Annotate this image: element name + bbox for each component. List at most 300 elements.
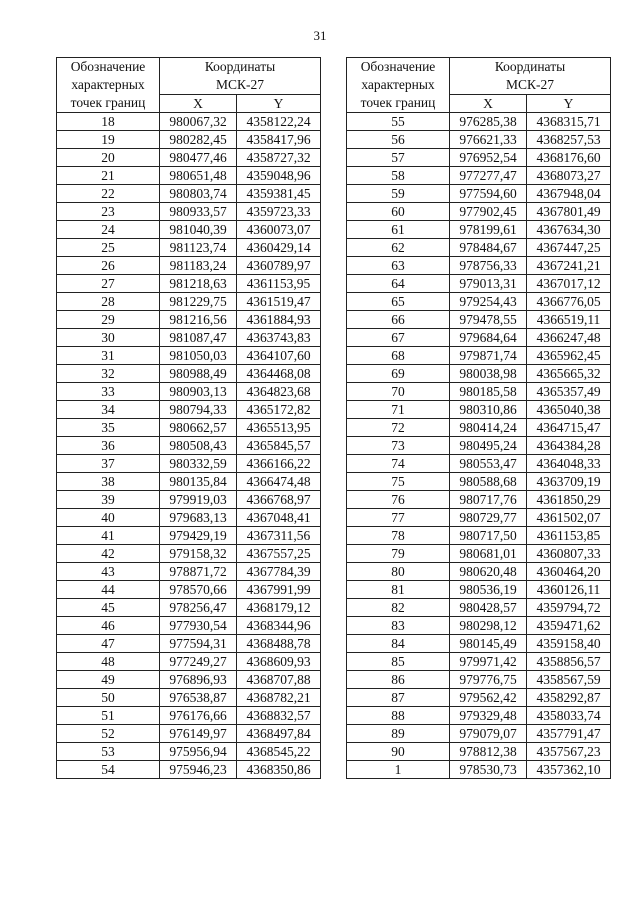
x-coordinate-cell: 981183,24 xyxy=(160,257,237,275)
y-coordinate-cell: 4365962,45 xyxy=(527,347,611,365)
y-coordinate-cell: 4357567,23 xyxy=(527,743,611,761)
point-label-header xyxy=(347,58,450,113)
y-coordinate-cell: 4366768,97 xyxy=(237,491,321,509)
x-coordinate-cell: 975946,23 xyxy=(160,761,237,779)
table-row xyxy=(57,707,321,725)
point-number-cell: 69 xyxy=(347,365,450,383)
point-number-cell: 47 xyxy=(57,635,160,653)
table-row xyxy=(57,167,321,185)
y-coordinate-cell: 4359723,33 xyxy=(237,203,321,221)
y-coordinate-cell: 4358567,59 xyxy=(527,671,611,689)
x-coordinate-cell: 976149,97 xyxy=(160,725,237,743)
x-coordinate-cell: 981229,75 xyxy=(160,293,237,311)
coords-title-line-2: МСК-27 xyxy=(215,77,264,92)
point-number-cell: 35 xyxy=(57,419,160,437)
point-number-cell: 67 xyxy=(347,329,450,347)
y-coordinate-cell: 4358417,96 xyxy=(237,131,321,149)
point-number-cell: 65 xyxy=(347,293,450,311)
y-coordinate-cell: 4368176,60 xyxy=(527,149,611,167)
table-row xyxy=(57,527,321,545)
coords-title-header xyxy=(450,58,611,95)
point-number-cell: 55 xyxy=(347,113,450,131)
table-row xyxy=(57,491,321,509)
y-coordinate-cell: 4366776,05 xyxy=(527,293,611,311)
table-row xyxy=(57,617,321,635)
table-row xyxy=(57,113,321,131)
table-body-left xyxy=(57,113,321,779)
table-row xyxy=(57,149,321,167)
x-coordinate-cell: 980145,49 xyxy=(450,635,527,653)
table-row xyxy=(57,419,321,437)
y-coordinate-cell: 4368782,21 xyxy=(237,689,321,707)
x-coordinate-cell: 980903,13 xyxy=(160,383,237,401)
x-coordinate-cell: 980038,98 xyxy=(450,365,527,383)
x-coordinate-cell: 979158,32 xyxy=(160,545,237,563)
y-coordinate-cell: 4366474,48 xyxy=(237,473,321,491)
table-row xyxy=(57,635,321,653)
y-coordinate-cell: 4368315,71 xyxy=(527,113,611,131)
table-row xyxy=(347,599,611,617)
point-number-cell: 48 xyxy=(57,653,160,671)
point-number-cell: 60 xyxy=(347,203,450,221)
y-coordinate-cell: 4364823,68 xyxy=(237,383,321,401)
point-number-cell: 58 xyxy=(347,167,450,185)
point-number-cell: 32 xyxy=(57,365,160,383)
y-coordinate-cell: 4368707,88 xyxy=(237,671,321,689)
point-number-cell: 81 xyxy=(347,581,450,599)
point-number-cell: 22 xyxy=(57,185,160,203)
x-coordinate-cell: 980495,24 xyxy=(450,437,527,455)
y-header: Y xyxy=(527,95,611,113)
table-row xyxy=(57,293,321,311)
x-coordinate-cell: 977902,45 xyxy=(450,203,527,221)
y-coordinate-cell: 4368832,57 xyxy=(237,707,321,725)
y-coordinate-cell: 4367801,49 xyxy=(527,203,611,221)
table-row xyxy=(57,743,321,761)
point-number-cell: 64 xyxy=(347,275,450,293)
point-number-cell: 51 xyxy=(57,707,160,725)
table-row xyxy=(347,149,611,167)
point-label-line-2: характерных xyxy=(361,77,435,92)
y-coordinate-cell: 4358727,32 xyxy=(237,149,321,167)
point-label-line-1: Обозначение xyxy=(360,59,436,74)
y-coordinate-cell: 4359158,40 xyxy=(527,635,611,653)
table-row xyxy=(57,401,321,419)
point-number-cell: 83 xyxy=(347,617,450,635)
point-number-cell: 27 xyxy=(57,275,160,293)
x-coordinate-cell: 980681,01 xyxy=(450,545,527,563)
table-row xyxy=(347,743,611,761)
y-coordinate-cell: 4368609,93 xyxy=(237,653,321,671)
point-number-cell: 76 xyxy=(347,491,450,509)
point-number-cell: 78 xyxy=(347,527,450,545)
y-coordinate-cell: 4365040,38 xyxy=(527,401,611,419)
y-coordinate-cell: 4360073,07 xyxy=(237,221,321,239)
x-coordinate-cell: 980185,58 xyxy=(450,383,527,401)
x-coordinate-cell: 975956,94 xyxy=(160,743,237,761)
x-coordinate-cell: 980988,49 xyxy=(160,365,237,383)
x-coordinate-cell: 980414,24 xyxy=(450,419,527,437)
table-row xyxy=(347,437,611,455)
x-coordinate-cell: 980428,57 xyxy=(450,599,527,617)
x-coordinate-cell: 976896,93 xyxy=(160,671,237,689)
table-row xyxy=(57,599,321,617)
x-coordinate-cell: 981123,74 xyxy=(160,239,237,257)
point-label-line-3: точек границ xyxy=(360,95,436,110)
table-row xyxy=(347,365,611,383)
y-coordinate-cell: 4359048,96 xyxy=(237,167,321,185)
x-coordinate-cell: 981050,03 xyxy=(160,347,237,365)
point-number-cell: 34 xyxy=(57,401,160,419)
table-row xyxy=(347,707,611,725)
point-number-cell: 82 xyxy=(347,599,450,617)
y-coordinate-cell: 4358122,24 xyxy=(237,113,321,131)
table-row xyxy=(57,509,321,527)
x-coordinate-cell: 980729,77 xyxy=(450,509,527,527)
x-coordinate-cell: 979919,03 xyxy=(160,491,237,509)
coords-title-line-2: МСК-27 xyxy=(505,77,554,92)
table-row xyxy=(347,761,611,779)
point-number-cell: 31 xyxy=(57,347,160,365)
x-coordinate-cell: 979429,19 xyxy=(160,527,237,545)
y-coordinate-cell: 4360789,97 xyxy=(237,257,321,275)
point-number-cell: 74 xyxy=(347,455,450,473)
table-row xyxy=(347,275,611,293)
point-number-cell: 59 xyxy=(347,185,450,203)
table-row xyxy=(57,203,321,221)
point-number-cell: 23 xyxy=(57,203,160,221)
point-number-cell: 44 xyxy=(57,581,160,599)
x-coordinate-cell: 980477,46 xyxy=(160,149,237,167)
y-coordinate-cell: 4367634,30 xyxy=(527,221,611,239)
point-number-cell: 86 xyxy=(347,671,450,689)
x-coordinate-cell: 980310,86 xyxy=(450,401,527,419)
x-coordinate-cell: 981087,47 xyxy=(160,329,237,347)
table-row xyxy=(57,581,321,599)
point-number-cell: 19 xyxy=(57,131,160,149)
y-coordinate-cell: 4365665,32 xyxy=(527,365,611,383)
y-coordinate-cell: 4363743,83 xyxy=(237,329,321,347)
table-row xyxy=(347,131,611,149)
x-coordinate-cell: 977930,54 xyxy=(160,617,237,635)
x-coordinate-cell: 980508,43 xyxy=(160,437,237,455)
point-label-header xyxy=(57,58,160,113)
point-number-cell: 72 xyxy=(347,419,450,437)
y-coordinate-cell: 4365357,49 xyxy=(527,383,611,401)
table-row xyxy=(347,185,611,203)
y-coordinate-cell: 4364107,60 xyxy=(237,347,321,365)
x-coordinate-cell: 980620,48 xyxy=(450,563,527,581)
y-header: Y xyxy=(237,95,321,113)
point-label-line-2: характерных xyxy=(71,77,145,92)
point-number-cell: 37 xyxy=(57,455,160,473)
y-coordinate-cell: 4367017,12 xyxy=(527,275,611,293)
table-row xyxy=(347,311,611,329)
point-number-cell: 25 xyxy=(57,239,160,257)
x-coordinate-cell: 979013,31 xyxy=(450,275,527,293)
y-coordinate-cell: 4358033,74 xyxy=(527,707,611,725)
table-row xyxy=(347,257,611,275)
point-number-cell: 18 xyxy=(57,113,160,131)
point-number-cell: 36 xyxy=(57,437,160,455)
x-coordinate-cell: 980662,57 xyxy=(160,419,237,437)
table-row xyxy=(57,725,321,743)
table-row xyxy=(347,203,611,221)
x-coordinate-cell: 980933,57 xyxy=(160,203,237,221)
point-number-cell: 63 xyxy=(347,257,450,275)
y-coordinate-cell: 4368350,86 xyxy=(237,761,321,779)
point-number-cell: 33 xyxy=(57,383,160,401)
y-coordinate-cell: 4359794,72 xyxy=(527,599,611,617)
point-label-line-1: Обозначение xyxy=(70,59,146,74)
point-number-cell: 85 xyxy=(347,653,450,671)
point-number-cell: 71 xyxy=(347,401,450,419)
x-coordinate-cell: 980803,74 xyxy=(160,185,237,203)
coords-title-line-1: Координаты xyxy=(494,59,566,74)
table-row xyxy=(57,131,321,149)
y-coordinate-cell: 4360126,11 xyxy=(527,581,611,599)
y-coordinate-cell: 4368073,27 xyxy=(527,167,611,185)
point-number-cell: 56 xyxy=(347,131,450,149)
coords-title-header xyxy=(160,58,321,95)
point-number-cell: 39 xyxy=(57,491,160,509)
point-number-cell: 54 xyxy=(57,761,160,779)
table-row xyxy=(57,185,321,203)
table-row xyxy=(347,401,611,419)
y-coordinate-cell: 4367241,21 xyxy=(527,257,611,275)
y-coordinate-cell: 4366166,22 xyxy=(237,455,321,473)
y-coordinate-cell: 4367557,25 xyxy=(237,545,321,563)
table-row xyxy=(347,635,611,653)
point-label-line-3: точек границ xyxy=(70,95,146,110)
x-coordinate-cell: 976176,66 xyxy=(160,707,237,725)
y-coordinate-cell: 4359381,45 xyxy=(237,185,321,203)
x-coordinate-cell: 979254,43 xyxy=(450,293,527,311)
table-row xyxy=(347,563,611,581)
y-coordinate-cell: 4360429,14 xyxy=(237,239,321,257)
table-row xyxy=(347,239,611,257)
x-coordinate-cell: 981216,56 xyxy=(160,311,237,329)
x-coordinate-cell: 978756,33 xyxy=(450,257,527,275)
table-row xyxy=(57,311,321,329)
x-coordinate-cell: 980298,12 xyxy=(450,617,527,635)
point-number-cell: 75 xyxy=(347,473,450,491)
point-number-cell: 43 xyxy=(57,563,160,581)
table-row xyxy=(347,689,611,707)
x-coordinate-cell: 978871,72 xyxy=(160,563,237,581)
x-coordinate-cell: 978530,73 xyxy=(450,761,527,779)
table-row xyxy=(347,293,611,311)
x-coordinate-cell: 980135,84 xyxy=(160,473,237,491)
point-number-cell: 90 xyxy=(347,743,450,761)
table-row xyxy=(57,437,321,455)
x-coordinate-cell: 979079,07 xyxy=(450,725,527,743)
x-coordinate-cell: 978256,47 xyxy=(160,599,237,617)
x-coordinate-cell: 980717,50 xyxy=(450,527,527,545)
y-coordinate-cell: 4365513,95 xyxy=(237,419,321,437)
point-number-cell: 89 xyxy=(347,725,450,743)
x-coordinate-cell: 979478,55 xyxy=(450,311,527,329)
x-coordinate-cell: 977594,31 xyxy=(160,635,237,653)
y-coordinate-cell: 4361502,07 xyxy=(527,509,611,527)
y-coordinate-cell: 4360464,20 xyxy=(527,563,611,581)
point-number-cell: 62 xyxy=(347,239,450,257)
point-number-cell: 45 xyxy=(57,599,160,617)
y-coordinate-cell: 4368488,78 xyxy=(237,635,321,653)
y-coordinate-cell: 4361519,47 xyxy=(237,293,321,311)
x-coordinate-cell: 980651,48 xyxy=(160,167,237,185)
y-coordinate-cell: 4367784,39 xyxy=(237,563,321,581)
point-number-cell: 20 xyxy=(57,149,160,167)
point-number-cell: 49 xyxy=(57,671,160,689)
point-number-cell: 88 xyxy=(347,707,450,725)
table-row xyxy=(57,257,321,275)
x-coordinate-cell: 978199,61 xyxy=(450,221,527,239)
point-number-cell: 84 xyxy=(347,635,450,653)
y-coordinate-cell: 4368179,12 xyxy=(237,599,321,617)
table-row xyxy=(347,329,611,347)
x-coordinate-cell: 980794,33 xyxy=(160,401,237,419)
y-coordinate-cell: 4357791,47 xyxy=(527,725,611,743)
y-coordinate-cell: 4367948,04 xyxy=(527,185,611,203)
point-number-cell: 28 xyxy=(57,293,160,311)
y-coordinate-cell: 4357362,10 xyxy=(527,761,611,779)
y-coordinate-cell: 4361153,85 xyxy=(527,527,611,545)
table-row xyxy=(347,455,611,473)
point-number-cell: 66 xyxy=(347,311,450,329)
table-row xyxy=(57,653,321,671)
y-coordinate-cell: 4368545,22 xyxy=(237,743,321,761)
point-number-cell: 46 xyxy=(57,617,160,635)
y-coordinate-cell: 4361884,93 xyxy=(237,311,321,329)
table-row xyxy=(347,347,611,365)
table-row xyxy=(347,221,611,239)
x-coordinate-cell: 977277,47 xyxy=(450,167,527,185)
table-row xyxy=(57,221,321,239)
table-row xyxy=(57,689,321,707)
table-row xyxy=(57,545,321,563)
table-body-right xyxy=(347,113,611,779)
x-coordinate-cell: 978484,67 xyxy=(450,239,527,257)
table-row xyxy=(57,383,321,401)
table-row xyxy=(57,365,321,383)
page-number: 31 xyxy=(313,28,327,43)
point-number-cell: 29 xyxy=(57,311,160,329)
y-coordinate-cell: 4366247,48 xyxy=(527,329,611,347)
point-number-cell: 41 xyxy=(57,527,160,545)
point-number-cell: 38 xyxy=(57,473,160,491)
point-number-cell: 26 xyxy=(57,257,160,275)
table-row xyxy=(57,671,321,689)
y-coordinate-cell: 4367447,25 xyxy=(527,239,611,257)
y-coordinate-cell: 4368257,53 xyxy=(527,131,611,149)
coords-title-line-1: Координаты xyxy=(204,59,276,74)
x-coordinate-cell: 979684,64 xyxy=(450,329,527,347)
x-coordinate-cell: 979871,74 xyxy=(450,347,527,365)
table-row xyxy=(347,527,611,545)
table-row xyxy=(57,275,321,293)
table-row xyxy=(347,653,611,671)
point-number-cell: 30 xyxy=(57,329,160,347)
x-coordinate-cell: 979329,48 xyxy=(450,707,527,725)
table-row xyxy=(347,473,611,491)
point-number-cell: 52 xyxy=(57,725,160,743)
point-number-cell: 57 xyxy=(347,149,450,167)
coordinates-table-right xyxy=(346,57,611,779)
point-number-cell: 70 xyxy=(347,383,450,401)
y-coordinate-cell: 4364468,08 xyxy=(237,365,321,383)
point-number-cell: 79 xyxy=(347,545,450,563)
y-coordinate-cell: 4367048,41 xyxy=(237,509,321,527)
y-coordinate-cell: 4364384,28 xyxy=(527,437,611,455)
table-row xyxy=(57,455,321,473)
x-coordinate-cell: 977249,27 xyxy=(160,653,237,671)
x-coordinate-cell: 976285,38 xyxy=(450,113,527,131)
point-number-cell: 1 xyxy=(347,761,450,779)
y-coordinate-cell: 4367311,56 xyxy=(237,527,321,545)
y-coordinate-cell: 4361850,29 xyxy=(527,491,611,509)
y-coordinate-cell: 4368497,84 xyxy=(237,725,321,743)
x-coordinate-cell: 981040,39 xyxy=(160,221,237,239)
y-coordinate-cell: 4367991,99 xyxy=(237,581,321,599)
x-coordinate-cell: 979562,42 xyxy=(450,689,527,707)
table-row xyxy=(347,545,611,563)
point-number-cell: 77 xyxy=(347,509,450,527)
x-coordinate-cell: 979776,75 xyxy=(450,671,527,689)
table-row xyxy=(347,671,611,689)
table-row xyxy=(347,725,611,743)
x-header: X xyxy=(450,95,527,113)
x-coordinate-cell: 979683,13 xyxy=(160,509,237,527)
table-row xyxy=(347,419,611,437)
point-number-cell: 68 xyxy=(347,347,450,365)
coordinates-table-left xyxy=(56,57,321,779)
x-coordinate-cell: 980067,32 xyxy=(160,113,237,131)
point-number-cell: 24 xyxy=(57,221,160,239)
point-number-cell: 73 xyxy=(347,437,450,455)
table-row xyxy=(347,491,611,509)
x-coordinate-cell: 980282,45 xyxy=(160,131,237,149)
point-number-cell: 80 xyxy=(347,563,450,581)
point-number-cell: 42 xyxy=(57,545,160,563)
x-coordinate-cell: 976952,54 xyxy=(450,149,527,167)
y-coordinate-cell: 4365172,82 xyxy=(237,401,321,419)
x-coordinate-cell: 977594,60 xyxy=(450,185,527,203)
table-row xyxy=(57,347,321,365)
x-coordinate-cell: 978570,66 xyxy=(160,581,237,599)
x-coordinate-cell: 979971,42 xyxy=(450,653,527,671)
table-row xyxy=(347,383,611,401)
y-coordinate-cell: 4368344,96 xyxy=(237,617,321,635)
x-coordinate-cell: 980536,19 xyxy=(450,581,527,599)
table-row xyxy=(57,239,321,257)
table-row xyxy=(347,509,611,527)
point-number-cell: 21 xyxy=(57,167,160,185)
table-row xyxy=(57,761,321,779)
y-coordinate-cell: 4365845,57 xyxy=(237,437,321,455)
point-number-cell: 50 xyxy=(57,689,160,707)
x-coordinate-cell: 976621,33 xyxy=(450,131,527,149)
table-row xyxy=(57,563,321,581)
table-row xyxy=(57,473,321,491)
x-coordinate-cell: 980332,59 xyxy=(160,455,237,473)
x-coordinate-cell: 980588,68 xyxy=(450,473,527,491)
table-row xyxy=(347,617,611,635)
x-coordinate-cell: 980717,76 xyxy=(450,491,527,509)
y-coordinate-cell: 4366519,11 xyxy=(527,311,611,329)
point-number-cell: 40 xyxy=(57,509,160,527)
x-coordinate-cell: 981218,63 xyxy=(160,275,237,293)
